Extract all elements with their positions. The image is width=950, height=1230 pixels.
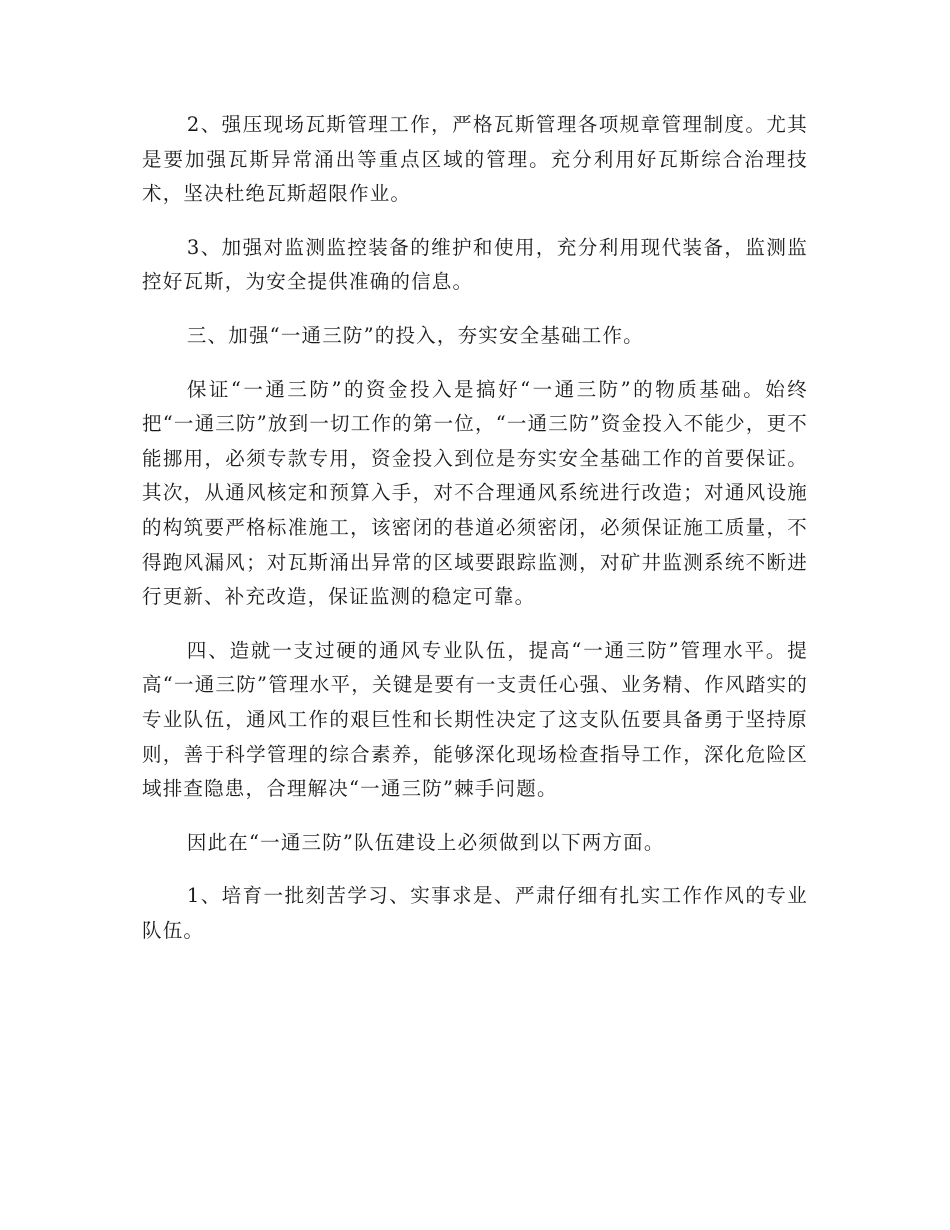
section-heading-team: 四、造就一支过硬的通风专业队伍，提高“一通三防”管理水平。提高“一通三防”管理水平，关键是要有一支责任心强、业务精、作风踏实的专业队伍，通风工作的艰巨性和长期性决定了这支队伍要具备勇于坚持原则，善于科学管理的综合素养，能够深化现场检查指导工作，深化危险区域排查隐患，合理解决“一通三防”棘手问题。	[142, 638, 808, 801]
paragraph-funding: 保证“一通三防”的资金投入是搞好“一通三防”的物质基础。始终把“一通三防”放到一切工作的第一位，“一通三防”资金投入不能少，更不能挪用，必须专款专用，资金投入到位是夯实安全基础工作的首要保证。其次，从通风核定和预算入手，对不合理通风系统进行改造；对通风设施的构筑要严格标准施工，该密闭的巷道必须密闭，必须保证施工质量，不得跑风漏风；对瓦斯涌出异常的区域要跟踪监测，对矿井监测系统不断进行更新、补充改造，保证监测的稳定可靠。	[142, 377, 808, 609]
document-page	[142, 108, 808, 967]
paragraph-cultivate-team: 1、培育一批刻苦学习、实事求是、严肃仔细有扎实工作作风的专业队伍。	[142, 884, 808, 942]
paragraph-gas-management: 2、强压现场瓦斯管理工作，严格瓦斯管理各项规章管理制度。尤其是要加强瓦斯异常涌出等重点区域的管理。充分利用好瓦斯综合治理技术，坚决杜绝瓦斯超限作业。	[142, 113, 808, 206]
paragraph-two-aspects: 因此在“一通三防”队伍建设上必须做到以下两方面。	[186, 830, 665, 854]
paragraph-monitoring-equipment: 3、加强对监测监控装备的维护和使用，充分利用现代装备，监测监控好瓦斯，为安全提供准确的信息。	[142, 235, 808, 294]
section-heading-investment: 三、加强“一通三防”的投入，夯实安全基础工作。	[186, 323, 644, 347]
